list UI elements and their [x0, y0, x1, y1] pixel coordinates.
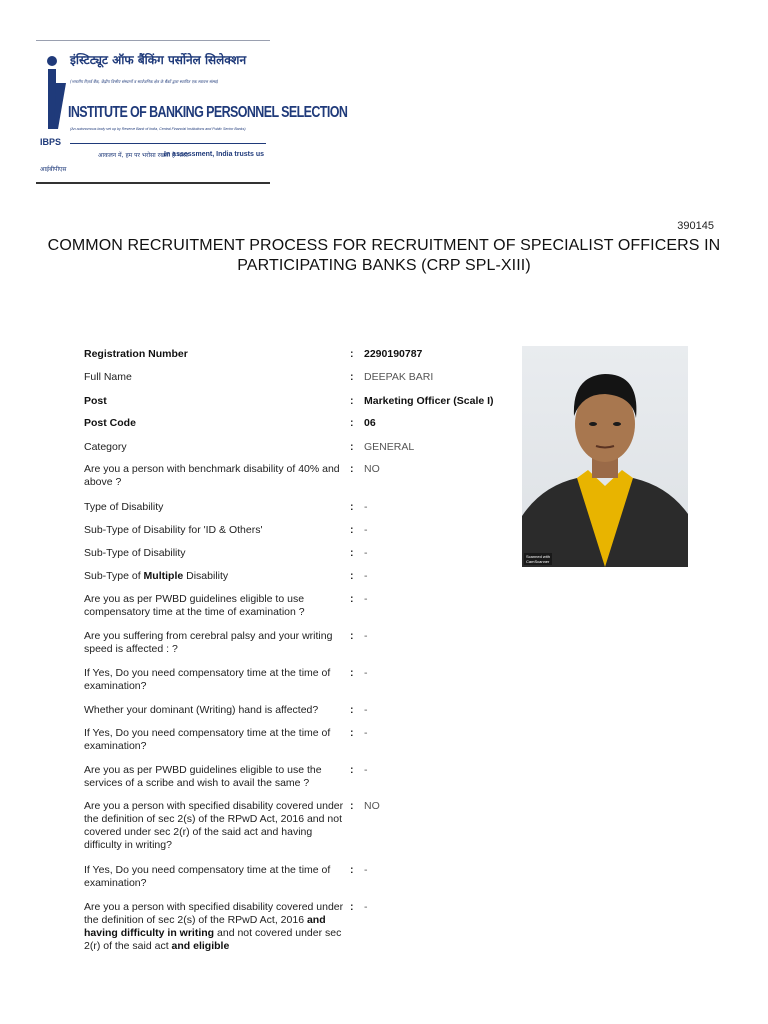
- field-label: If Yes, Do you need compensatory time at the time of examination?: [84, 864, 331, 889]
- logo-hindi-title: इंस्टिट्यूट ऑफ बैंकिंग पर्सोनेल सिलेक्शन: [70, 53, 247, 67]
- field-value: NO: [364, 800, 380, 812]
- field-value: Marketing Officer (Scale I): [364, 395, 494, 407]
- field-row-compensatory-time-2: [84, 727, 504, 764]
- field-separator: :: [350, 441, 354, 453]
- logo-hindi-subtitle: (भारतीय रिज़र्व बैंक, केंद्रीय वित्तीय संस्थानों व सार्वजनिक क्षेत्र के बैंकों द्वारा स्थापित एक स्वायत्त संस्था): [70, 79, 219, 84]
- field-value: -: [364, 727, 368, 739]
- field-row-post-code: [84, 417, 504, 441]
- ibps-logo-banner: [36, 40, 348, 184]
- field-separator: :: [350, 348, 354, 360]
- field-label: Are you suffering from cerebral palsy and your writing speed is affected : ?: [84, 630, 333, 655]
- field-value: -: [364, 570, 368, 582]
- field-label-emphasis: and eligible: [171, 940, 230, 952]
- field-row-specified-disability-writing: [84, 800, 504, 864]
- field-row-specified-disability-eligible: [84, 901, 504, 957]
- logo-footer-hindi: आकलन में, हम पर भरोसा रखता है भारत: [98, 152, 189, 159]
- reference-number: 390145: [677, 220, 714, 232]
- field-separator: :: [350, 800, 354, 812]
- field-label: Post Code: [84, 417, 136, 429]
- application-details: [84, 348, 504, 957]
- scanner-badge-line: CamScanner: [526, 559, 550, 564]
- field-row-compensatory-time-1: [84, 667, 504, 704]
- field-separator: :: [350, 667, 354, 679]
- field-label-part: Sub-Type of: [84, 570, 144, 582]
- field-label: Are you as per PWBD guidelines eligible to use compensatory time at the time of examination ?: [84, 593, 305, 618]
- field-value: 06: [364, 417, 376, 429]
- field-label: Registration Number: [84, 348, 188, 360]
- field-row-benchmark-disability: [84, 463, 504, 501]
- field-separator: :: [350, 547, 354, 559]
- field-separator: :: [350, 570, 354, 582]
- field-separator: :: [350, 901, 354, 913]
- field-label: Post: [84, 395, 107, 407]
- scanner-badge-line: Scanned with: [526, 554, 551, 559]
- field-row-compensatory-time-eligible: [84, 593, 504, 630]
- field-row-subtype-disability: [84, 547, 504, 570]
- field-label: Are you as per PWBD guidelines eligible to use the services of a scribe and wish to avail the same ?: [84, 764, 322, 789]
- field-row-subtype-multiple: [84, 570, 504, 593]
- field-separator: :: [350, 524, 354, 536]
- field-value: -: [364, 547, 368, 559]
- field-separator: :: [350, 704, 354, 716]
- field-separator: :: [350, 630, 354, 642]
- field-value: -: [364, 593, 368, 605]
- candidate-portrait-icon: [522, 346, 688, 567]
- field-value: 2290190787: [364, 348, 423, 360]
- field-separator: :: [350, 764, 354, 776]
- field-row-registration-number: [84, 348, 504, 371]
- field-label-emphasis: and having difficulty in writing: [84, 914, 326, 939]
- field-row-compensatory-time-3: [84, 864, 504, 901]
- camscanner-badge: [524, 553, 552, 565]
- field-separator: :: [350, 463, 354, 475]
- field-label-part: Disability: [183, 570, 229, 582]
- field-label: If Yes, Do you need compensatory time at the time of examination?: [84, 727, 331, 752]
- field-row-subtype-id-others: [84, 524, 504, 547]
- field-separator: :: [350, 593, 354, 605]
- logo-footer-english: In assessment, India trusts us: [164, 151, 264, 158]
- logo-abbreviation-hindi: आईबीपीएस: [40, 166, 67, 173]
- field-label: [84, 901, 350, 957]
- field-label: Category: [84, 441, 127, 453]
- field-separator: :: [350, 727, 354, 739]
- field-row-scribe-services: [84, 764, 504, 800]
- field-row-category: [84, 441, 504, 463]
- field-label: If Yes, Do you need compensatory time at the time of examination?: [84, 667, 331, 692]
- field-row-dominant-hand: [84, 704, 504, 727]
- field-value: DEEPAK BARI: [364, 371, 434, 383]
- field-value: -: [364, 667, 368, 679]
- field-value: -: [364, 864, 368, 876]
- field-label: Whether your dominant (Writing) hand is affected?: [84, 704, 319, 716]
- field-row-full-name: [84, 371, 504, 395]
- field-label-emphasis: Multiple: [143, 570, 184, 582]
- logo-english-subtitle: (An autonomous body set up by Reserve Bank of India, Central Financial Institutions and Public Sector Banks): [70, 127, 246, 131]
- field-value: -: [364, 704, 368, 716]
- field-value: -: [364, 764, 368, 776]
- field-value: NO: [364, 463, 380, 475]
- field-row-post: [84, 395, 504, 417]
- field-label: Are you a person with specified disability covered under the definition of sec 2(s) of the RPwD Act, 2016 and not covered under sec 2(r) of the said act and having difficulty in writing?: [84, 800, 344, 851]
- field-separator: :: [350, 864, 354, 876]
- field-separator: :: [350, 417, 354, 429]
- field-separator: :: [350, 395, 354, 407]
- logo-divider: [70, 143, 266, 144]
- field-separator: :: [350, 371, 354, 383]
- page-title: COMMON RECRUITMENT PROCESS FOR RECRUITMENT OF SPECIALIST OFFICERS IN PARTICIPATING BANKS (CRP SPL-XIII): [47, 237, 721, 274]
- ibps-logo-mark-icon: [42, 53, 68, 173]
- field-value: -: [364, 630, 368, 642]
- field-label: [84, 570, 350, 593]
- field-label: Sub-Type of Disability: [84, 547, 186, 559]
- field-row-cerebral-palsy: [84, 630, 504, 667]
- field-label: Full Name: [84, 371, 132, 383]
- candidate-photo: [522, 346, 688, 567]
- field-value: -: [364, 901, 368, 913]
- logo-english-title: INSTITUTE OF BANKING PERSONNEL SELECTION: [68, 103, 348, 121]
- field-label: Type of Disability: [84, 501, 164, 513]
- field-value: GENERAL: [364, 441, 415, 453]
- logo-abbreviation: IBPS: [40, 137, 62, 147]
- field-label-part: and not covered under sec 2(r) of the said act: [84, 927, 342, 952]
- field-label: Are you a person with benchmark disability of 40% and above ?: [84, 463, 340, 488]
- field-label: Sub-Type of Disability for 'ID & Others': [84, 524, 263, 536]
- field-label-part: Are you a person with specified disability covered under the definition of sec 2(s) of the RPwD Act, 2016: [84, 901, 344, 926]
- field-row-type-of-disability: [84, 501, 504, 524]
- field-value: -: [364, 501, 368, 513]
- field-value: -: [364, 524, 368, 536]
- field-separator: :: [350, 501, 354, 513]
